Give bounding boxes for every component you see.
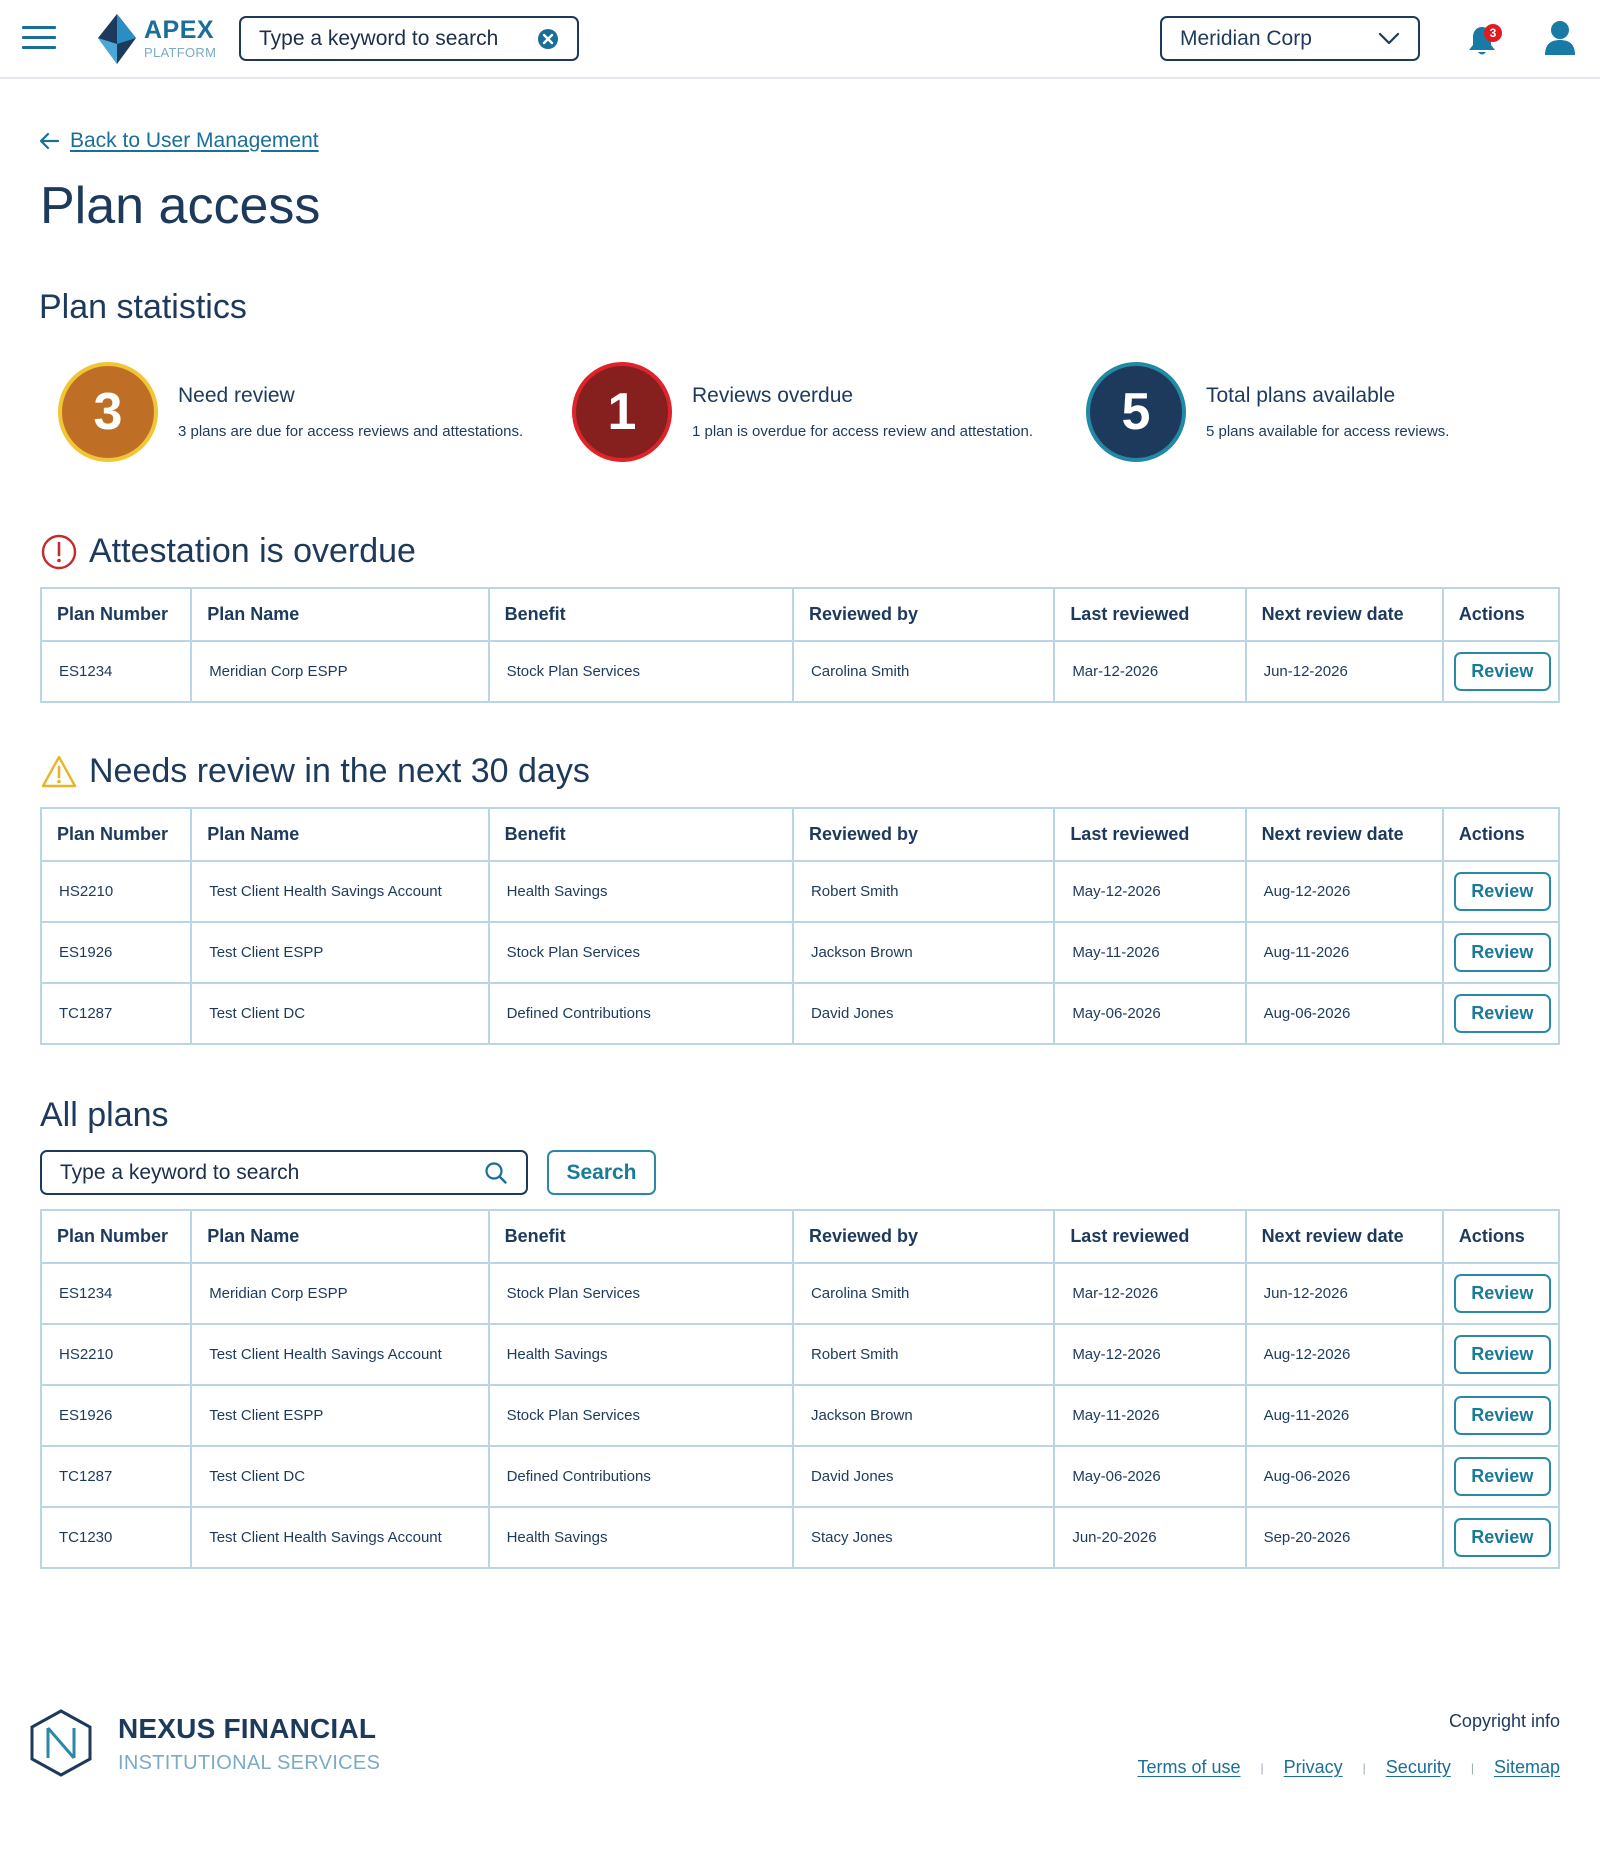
column-header: Plan Number [41,588,191,641]
overdue-section-header [41,532,416,571]
clear-icon[interactable] [537,28,559,50]
footer-separator: | [1470,1760,1474,1775]
column-header: Benefit [489,1210,793,1263]
table-cell: Meridian Corp ESPP [191,1263,488,1324]
table-cell: Jackson Brown [793,922,1054,983]
column-header: Benefit [489,588,793,641]
back-to-user-management-link[interactable] [38,129,319,153]
table-cell: Jackson Brown [793,1385,1054,1446]
column-header: Last reviewed [1054,588,1245,641]
notification-count-badge: 3 [1484,24,1502,42]
nexus-logo-icon [28,1708,94,1778]
page-title: Plan access [40,177,321,235]
review-button[interactable]: Review [1454,1518,1551,1557]
organization-select[interactable] [1160,16,1420,61]
review-button[interactable]: Review [1454,652,1551,691]
table-cell: David Jones [793,983,1054,1044]
table-cell: Jun-20-2026 [1054,1507,1245,1568]
table-cell: Robert Smith [793,861,1054,922]
table-cell: Aug-06-2026 [1246,1446,1443,1507]
column-header: Actions [1443,808,1559,861]
table-row [41,1446,1559,1507]
stat-total-plans-title: Total plans available [1206,384,1396,407]
actions-cell [1443,1385,1559,1446]
table-cell: ES1926 [41,1385,191,1446]
column-header: Actions [1443,1210,1559,1263]
column-header: Benefit [489,808,793,861]
overdue-table [40,587,1560,703]
stat-reviews-overdue-value: 1 [572,362,672,462]
table-cell: Carolina Smith [793,641,1054,702]
table-cell: Test Client DC [191,1446,488,1507]
table-cell: Jun-12-2026 [1246,641,1443,702]
stat-need-review-value: 3 [58,362,158,462]
top-bar [0,0,1600,79]
column-header: Next review date [1246,1210,1443,1263]
plan-statistics-title: Plan statistics [39,288,247,326]
column-header: Reviewed by [793,1210,1054,1263]
column-header: Plan Number [41,808,191,861]
table-cell: ES1926 [41,922,191,983]
column-header: Actions [1443,588,1559,641]
table-cell: Test Client Health Savings Account [191,1324,488,1385]
table-cell: Jun-12-2026 [1246,1263,1443,1324]
all-plans-search-input[interactable] [60,1161,484,1185]
table-cell: May-06-2026 [1054,983,1245,1044]
table-cell: Stock Plan Services [489,641,793,702]
review-button[interactable]: Review [1454,872,1551,911]
column-header: Reviewed by [793,588,1054,641]
table-cell: Test Client Health Savings Account [191,1507,488,1568]
actions-cell [1443,983,1559,1044]
table-cell: Stacy Jones [793,1507,1054,1568]
stat-total-plans-value: 5 [1086,362,1186,462]
alert-circle-icon [41,534,77,570]
table-cell: May-06-2026 [1054,1446,1245,1507]
actions-cell [1443,922,1559,983]
upcoming-section-header [41,752,590,791]
table-cell: Stock Plan Services [489,1263,793,1324]
table-cell: May-12-2026 [1054,861,1245,922]
search-button[interactable]: Search [547,1150,656,1195]
privacy-link[interactable]: Privacy [1283,1757,1343,1777]
sitemap-link[interactable]: Sitemap [1493,1757,1560,1777]
table-cell: Health Savings [489,861,793,922]
actions-cell [1443,861,1559,922]
table-cell: TC1287 [41,1446,191,1507]
column-header: Next review date [1246,588,1443,641]
table-cell: May-11-2026 [1054,922,1245,983]
overdue-section-title: Attestation is overdue [89,532,416,570]
terms-of-use-link[interactable]: Terms of use [1137,1757,1241,1777]
table-cell: Robert Smith [793,1324,1054,1385]
header-search-input[interactable] [259,27,537,51]
review-button[interactable]: Review [1454,1457,1551,1496]
actions-cell [1443,1263,1559,1324]
table-row [41,861,1559,922]
stat-need-review-title: Need review [178,384,295,407]
stat-reviews-overdue [572,362,1092,462]
stat-total-plans-desc: 5 plans available for access reviews. [1206,423,1450,440]
table-cell: Defined Contributions [489,983,793,1044]
warning-triangle-icon [41,754,77,790]
table-row [41,641,1559,702]
table-row [41,922,1559,983]
table-header-row [41,588,1559,641]
table-cell: May-11-2026 [1054,1385,1245,1446]
actions-cell [1443,1324,1559,1385]
column-header: Reviewed by [793,808,1054,861]
table-cell: Meridian Corp ESPP [191,641,488,702]
table-cell: Carolina Smith [793,1263,1054,1324]
table-cell: Stock Plan Services [489,922,793,983]
menu-icon[interactable] [22,26,56,52]
review-button[interactable]: Review [1454,1396,1551,1435]
search-icon[interactable] [484,1161,508,1185]
table-row [41,1507,1559,1568]
security-link[interactable]: Security [1385,1757,1451,1777]
footer-separator: | [1260,1760,1264,1775]
table-cell: Mar-12-2026 [1054,1263,1245,1324]
table-cell: TC1287 [41,983,191,1044]
table-cell: Health Savings [489,1507,793,1568]
notifications-button[interactable] [1466,22,1502,58]
table-cell: Aug-11-2026 [1246,922,1443,983]
table-header-row [41,1210,1559,1263]
apex-logo-sub: PLATFORM [144,45,217,60]
table-row [41,1324,1559,1385]
apex-logo-mark [98,14,136,64]
footer-links [1137,1757,1560,1778]
table-header-row [41,808,1559,861]
apex-logo[interactable] [98,14,228,64]
table-cell: ES1234 [41,641,191,702]
column-header: Plan Name [191,1210,488,1263]
chevron-down-icon [1378,32,1400,46]
review-button[interactable]: Review [1454,1274,1551,1313]
upcoming-table [40,807,1560,1045]
stat-need-review-desc: 3 plans are due for access reviews and attestations. [178,423,524,440]
footer-company-sub: INSTITUTIONAL SERVICES [118,1752,381,1774]
footer-separator: | [1362,1760,1366,1775]
table-cell: Aug-06-2026 [1246,983,1443,1044]
table-cell: Stock Plan Services [489,1385,793,1446]
header-search [239,16,579,61]
stat-reviews-overdue-desc: 1 plan is overdue for access review and attestation. [692,423,1034,440]
column-header: Last reviewed [1054,808,1245,861]
table-cell: TC1230 [41,1507,191,1568]
stat-reviews-overdue-title: Reviews overdue [692,384,854,407]
footer-company-name: NEXUS FINANCIAL [118,1713,377,1744]
table-cell: Aug-12-2026 [1246,1324,1443,1385]
table-cell: Aug-11-2026 [1246,1385,1443,1446]
table-cell: Sep-20-2026 [1246,1507,1443,1568]
table-cell: HS2210 [41,861,191,922]
table-cell: Health Savings [489,1324,793,1385]
column-header: Plan Name [191,588,488,641]
stat-need-review [58,362,578,462]
all-plans-search [40,1150,528,1195]
actions-cell [1443,1507,1559,1568]
column-header: Plan Number [41,1210,191,1263]
table-cell: David Jones [793,1446,1054,1507]
table-row [41,983,1559,1044]
column-header: Plan Name [191,808,488,861]
table-row [41,1263,1559,1324]
upcoming-section-title: Needs review in the next 30 days [89,752,590,790]
arrow-left-icon [38,132,60,150]
organization-select-value: Meridian Corp [1180,26,1312,50]
apex-logo-name: APEX [144,16,215,44]
review-button[interactable]: Review [1454,994,1551,1033]
table-cell: Test Client DC [191,983,488,1044]
copyright-text: Copyright info [1448,1711,1560,1731]
table-cell: HS2210 [41,1324,191,1385]
table-cell: Test Client ESPP [191,922,488,983]
actions-cell [1443,641,1559,702]
table-cell: Mar-12-2026 [1054,641,1245,702]
all-plans-table [40,1209,1560,1569]
table-cell: May-12-2026 [1054,1324,1245,1385]
all-plans-title: All plans [40,1096,169,1134]
table-cell: Test Client ESPP [191,1385,488,1446]
actions-cell [1443,1446,1559,1507]
table-cell: Defined Contributions [489,1446,793,1507]
column-header: Next review date [1246,808,1443,861]
review-button[interactable]: Review [1454,1335,1551,1374]
stat-total-plans [1086,362,1600,462]
back-link-label: Back to User Management [70,129,319,152]
table-row [41,1385,1559,1446]
column-header: Last reviewed [1054,1210,1245,1263]
table-cell: Test Client Health Savings Account [191,861,488,922]
user-profile-icon[interactable] [1543,20,1577,56]
table-cell: Aug-12-2026 [1246,861,1443,922]
table-cell: ES1234 [41,1263,191,1324]
review-button[interactable]: Review [1454,933,1551,972]
